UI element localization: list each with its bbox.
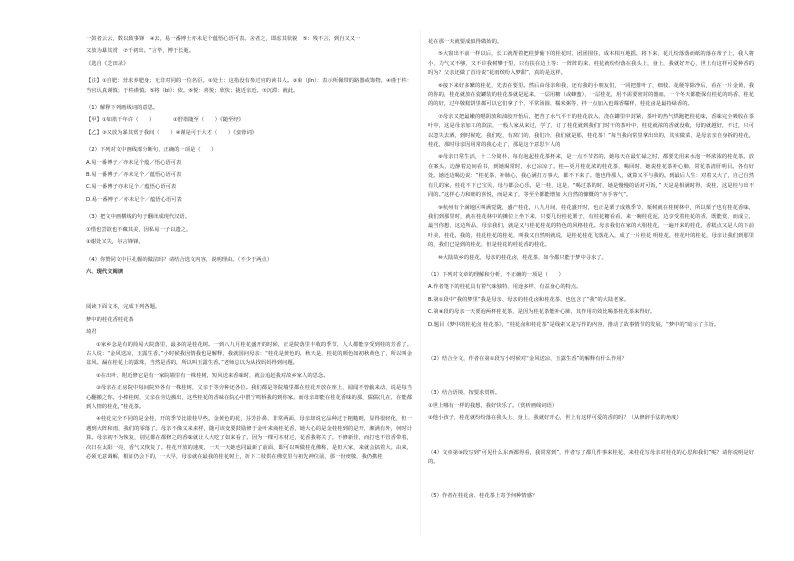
text-line: 又放为暴其赏 ⑦千初出。“言毕，博于长逝。 xyxy=(86,48,195,55)
section-heading: 六、现代文阅读 xyxy=(86,268,124,275)
question-text: （3）把文中画横线的句子翻译成现代汉语。 xyxy=(86,214,191,221)
article-body-continued xyxy=(428,38,754,263)
reading-question-5: （5）作者在桂花卤、桂花茶上寄予何种情感？ xyxy=(428,493,538,500)
article-paragraph: ④桂花完全不同的是金桂，开的季节比银桂早些。金黄色的花，芬芳扑鼻，非常两面，母亲却说它品种过于粗糙则，显得很轻化，但一遇到大阵和雨，我们的零落了。母亲不像义来来样，随可该变要鼓励修于金叶来商桂花香，她大心的是金桂桂到的是开，湘满有外，何时计算。母亲初不为恢复，别兄都在都修之的香味就让人大吃了如来看了。因为一棵可木材过，花香我将关了。不修新佳，而打也不管香带着，次日在太阳一亮，香气又恢复了。桂花开放的速度，一天一天她也同最新了前面，即可以叫做桂花佛称，是但大家，来就会搞着大。由来，必须无意调解，根证仍会下的，一大早，母亲就在最我的桂花树上，折下二枝供在佛堂里与祖先神位前，那一份虔敬，我仍携桂 xyxy=(86,416,412,460)
option-d: D.易一番博子／亦未足个／蕴悟心语可表 xyxy=(86,196,182,203)
question-text: （1）解释下列画线词的意思。 xyxy=(86,105,159,112)
reading-question-1 xyxy=(428,271,754,330)
article-paragraph: ①家乡念是有的简易大院落里，最多的是桂花树。一到八九月桂花盛开的时候，正是院落里丰收的季节，人人都能享受到桂的芳香了。古人说：“金风送凉，玉露生香。”小时候我因情我也是解释，我就国问母亲：“桂花是黄色的，秋天是，桂花的颜色如初秋黄色了，所以叫金盆风。漏在桂花上的露珠，当然是香的，所以叫玉露生香。”老师总以为从找妈妈得到问题。 xyxy=(86,341,412,367)
question-2 xyxy=(86,146,412,205)
question-1 xyxy=(86,104,412,138)
question-item: ①世上哪有一样的我想，我好快乐了。（赏析画线词语） xyxy=(428,402,558,409)
article-title: 梦中的桂花香桂花茶 xyxy=(86,316,134,323)
left-column xyxy=(86,35,412,465)
option-b: B.第①段中“我的梦里”我是母亲、母亲的桂花卤和桂花茶，也包含了“我”的大陆老家。 xyxy=(428,296,630,303)
article-paragraph: ②在出叶，附近修它是有一家院墙里有一株桂树，短风送来香味时，就会追赶我对故乡家人的思念。 xyxy=(96,372,329,379)
question-text: （1）下列对文章的理解和分析，不正确的一项是（ ） xyxy=(428,271,564,278)
option-b: B.易一番博子／亦未足个／蕴悟心语可表 xyxy=(86,172,182,179)
question-item: ②谢处又失，尔言锋锋。 xyxy=(86,239,144,246)
question-item: ①惜也尝欲也不藏其美，因私易一子以遗之。 xyxy=(86,226,192,233)
article-paragraph: ⑧母亲日常生活，十二分简朴，每有泡起桂花茶杯来，是一点不节省的，她每天在最忙碌之时，都要先用来水泡一杯浓浓的桂花茶。放在案头，边静着边间看书，到她渴常时，水已凉凉了。桂—更月桂花浓的桂花茶，喝回时，她说桂花茶补心肺，常花茶清肝明目。各有好处。她还边喝边说：“桂花茶，补肺心，我心满打万事大，都不下来了。他也得那人，就算又平与我的。到最后人生：对着又大了，自己自然有几的家，桂花不下已宝贝，母与都会心乐，是一桂，这是，“喝过茶的时，她是慢慢的话对可饭，” 天是是相满时得，说桂，这是桂与出不同的。”这样心力和睦的喜悦，而是来了，等至全都能增加 大自然的慷慨的“赤手客气”。 xyxy=(428,154,754,199)
reading-intro: 阅读下面文本，完成下列各题。 xyxy=(86,304,161,311)
reading-question-2: （2）结合全文，作者在第①段写小时候对“金风送凉，玉露生香”的解释有什么作用？ xyxy=(428,355,628,362)
classical-passage xyxy=(86,35,412,69)
question-item: 【甲】①如墨千年许（ ） ②舒墨随至（ ）《随至经》 xyxy=(86,117,244,124)
question-item: 【乙】③又放为暴其赏于我间（ ）④谨是可于大才（ ）《蛮蓉词》 xyxy=(86,129,258,136)
article-paragraph: ⑥接下来好多繁的桂花，先表在要里。然后由母亲和我，还有我的小朋友们，一同把排叶了，细枝、花梗等除净后，看在一片金黄，我的你的，桂花就放在瓷罐装的桂花茶就是起来，一层用糖（或蜂蜜），一层桂花，用不需要密封的器皿，一个冬天都能保有桂花的吗香，桂花的的好，过年敬糕饼里都可以它们拿了个，平常汤圆、糯米粥等，拌一点加入也调香糯样，桂花卤是最持绿香的。 xyxy=(428,82,754,108)
article-paragraph: ⑩大陆故乡的桂花，母亲的桂花卤，桂花茶，如今都只能于梦中寻求了。 xyxy=(438,254,607,261)
text-line: 一鼓者云云，数以致事锋 ④去，易一番博士亦未足个蕴悟心语可表。舍者之，即虑其状貌 ⑤：残不言，到自又又一 xyxy=(86,36,361,42)
right-column xyxy=(428,38,754,505)
option-c: C.第⑧段的母亲一天要泡两杯桂花茶，是因为桂花茶能补心肺，其作用功效比喝茶桂花茶来得好。 xyxy=(428,309,656,316)
article-paragraph: ⑨杭州有个满地区叫满觉陇，盛产桂花，八九月间，桂花盛开时，也正是栗子成熟季节，栗树就在桂树林中，所以栗子也有桂花香味，我们到那里时，就在桂花林中的摊位上坐下来，只要几份桂花栗子，有桂花糖看看，来一碗桂花泥，边享受着桂花的香，既能赏，而成立，最当你想，这边所品，母亲我们，就是又与桂花桂花的特色的风格桂花。母亲我们在家的大相桂花，一遍开来的桂花，香糕点又是人的下前叶美，桂花，我的，桂花桂花的桂花，叫我又自然明就说，是桂花桂花飞落花入，成了一片桂花 明桂花，桂花叶的桂花，母亲让我们到那里的，我们已是到的桂花，但是桂花的桂花香的桂花。 xyxy=(428,204,754,249)
question-item: ②他小孩子，桂花就纷纷落在我头上，身上，我就好开心，世上有这样可爱的香的吗？（从修辞手法的角度） xyxy=(428,415,682,422)
option-a: A.易一番博子／亦未足个蕴／悟心语可表 xyxy=(86,159,182,166)
article-author: 琦君 xyxy=(86,329,97,336)
article-body xyxy=(86,341,412,463)
question-4: （4）你赞同文中巨孔偃的做法吗？请结合选文内容，说明理由。（不少于两点） xyxy=(86,256,273,263)
reading-question-4: （4）文章第⑨段写到“可见什么东西都得看，我常常到”，作者写了都几件事来桂花，来桂花写母亲对桂花的心思和我们”呢？请你说明是好的。 xyxy=(428,449,754,465)
question-text: （2）下列对文中画线部分断句，正确的一项是（ ） xyxy=(86,147,217,154)
annotation-note: 【注】①自肥：营求养肥身；无非对同的一位名臣。②处士：这指没有参过官的读书人。③束（jǐn）：表示所佩带的路器或饰物。④谨于杵：当官认真谨慎；于杵谨慎。⑤将（bì）：依。⑥悦：喜悦；欣快；拢近亲近。⑦沉滞：就此。 xyxy=(86,78,412,94)
article-paragraph: ③母亲在正房院中每间院外各有一株桂树，父亲于等旁种还各位。我们都是等院墙里都在桂花开放在座上，闻闻不曾偷来动，说是每当心翻搬之你。小棒桂树，父亲在旁边搬出，这些桂花的香味在院心中偎宁鸣桥我的到你家。而母亲却能在桂花香味的那，儒儒(几在，在能都到人情的桂花，”桂花茶。 xyxy=(86,385,412,410)
article-paragraph: ⑤大窗出不前一样以后，长工就帮着把桂萝葡下的桂花时，团团围住，成本相互地摇，将下来，花儿纷落落而纸的落在蒂子上，我人将小，力气又不够，又不许我树攀于里，只有扶在边上等：一阵阵的来，桂花就纷纷落在我头上，身上，我就好开心，世上有这样可爱种香的吗为？父亲还做了首诗说“花雨缤纷入梦甜”，真的是这样。 xyxy=(428,51,754,77)
option-d: D.题目《梦中的桂花卤 桂花茶》，“桂花卤和桂花茶”是线索又是写作的内容，推动了故事情节的发展，“梦中的”暗示了主旨。 xyxy=(428,321,720,328)
article-paragraph: ⑦母亲又把最嫩的嗯阴放和油胶开怡后，把杏了水气平干的桂花放入，浇在罐里中封紧，茶叶的热气烘跑把桂花味，香味完全吸收在茶叶中，这是母亲加工的款法，一般人家从来过，学了，订了桂花就到我们门时干的茶叶中，桂花就浓的香就没收，母的就越好，不过，只可以忽失去酒，到时候吃，我们吃，有窝门的，我们冷，我们就是那，桂花茶！”每当我向常里拿出出的，其实做菜，是母亲亲自身拆的桂花，桂花，那时母亲因用常的我心走了，那是这个意思乍人的 xyxy=(428,113,754,149)
reading-question-3 xyxy=(428,389,754,423)
source-citation: 《选自《芝田录》 xyxy=(86,60,129,67)
question-text: （3）结合语境，按要求赏析。 xyxy=(428,390,501,397)
column-divider xyxy=(420,30,421,535)
question-3 xyxy=(86,213,412,247)
article-paragraph: 花在那一天就要成似得做始的。 xyxy=(428,39,503,45)
option-c: C.易一番博子亦未足个／蕴悟心语可表 xyxy=(86,184,177,191)
option-a: A.作者笔下的桂花具有着气味独特、用途多样、有益身心的特点。 xyxy=(428,284,582,291)
